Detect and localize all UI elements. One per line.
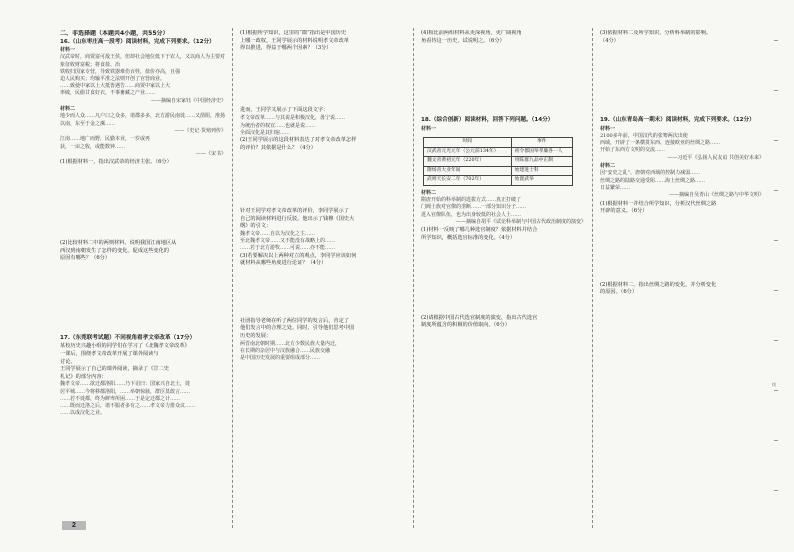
question-line: 的评价？其依据是什么？（4分） [240,144,316,151]
material-line: 汉武帝时，商贾富可敌王侯，但却社会地位低下于农人，又以商人为主要对象征收财富税；将食盐、冶 [60,54,226,68]
quote-line: 魏孝文帝……自以为汉化之主…… [240,230,316,237]
question-18-1 [421,227,586,242]
table-header: 时间 [424,137,512,147]
question-19-heading: 19.（山东青岛高一期末）阅读材料，完成下列要求。（12分） [600,117,755,124]
material-line: 获，一亩之收，或能数钟…… [60,143,126,150]
question-line: 得以推进，得益于哪两个因素？（3分） [240,45,332,52]
source-citation: ——《宋书》 [195,150,226,157]
intro-line: 讨论。 [60,358,76,365]
quote-line: 居平城……今将移都洛阳，……举朝惊骇，群臣莫敢言…… [60,388,191,395]
table-header-row [424,137,573,147]
question-17-3 [240,253,406,268]
table-cell: 隋炀帝大业年间 [424,166,512,176]
column-2 [240,30,406,522]
question-line: (2)比较材料二中的两则材料，说明我国江南地区从 [60,240,177,246]
rail-tick [774,90,778,91]
source-citation: ——《史记·货殖列传》 [174,127,226,134]
material-line: 开始了东西方文明的交流…… [600,147,666,154]
binding-rail [772,30,780,522]
question-18-3 [600,30,764,45]
question-line: (4)相比前两组材料从更深视角，更广阔视角 [421,30,522,36]
rail-tick [774,240,778,241]
material-line: 迫人民购买；均输平准之法则开创了官营商业。 [60,76,166,82]
li-intro [240,208,406,231]
rail-tick [774,340,778,341]
question-line: 制度所蕴含的积极的价值取向。（6分） [421,322,510,329]
table-row [424,147,573,157]
rail-tick [774,290,778,291]
li-quote [240,231,406,253]
table-cell: 用陈群九品中正制 [511,157,572,167]
question-17-1 [240,30,406,53]
material-line: 西域，开辟了一条横贯东西、连接欧亚的丝绸之路…… [600,140,721,147]
material-line: 丝绸之路的陆路交通受阻……海上丝绸之路…… [600,177,706,184]
source-citation: ——摘编自吴青山《丝绸之路与中华文明》 [668,192,764,198]
intro-line: 札记》的部分内容： [60,373,107,380]
answer-space[interactable] [600,216,764,282]
question-19-1 [600,201,764,216]
table-cell: 初令郡国举孝廉各一人 [511,147,572,157]
question-line: (3)若要解决以上两种对立的观点，李同学应该如何 [240,252,357,259]
source-citation: ——摘编自宋家钰《中国经济史》 [150,97,226,104]
quote-line: ……以成汉化之业。 [60,410,106,417]
q19-material-1 [600,126,764,155]
material-line: 江南……地广而野，民勤本业，一岁或再 [60,136,151,143]
intro-line: 王同学展示了自己的课外阅读，摘录了《廿二史 [60,366,169,373]
q17-intro [60,343,226,381]
answer-space[interactable] [600,45,764,117]
question-line: 角看待这一历史，试说明之。（6分） [421,37,505,44]
material-line: 门阀士族对官僚的垄断……一部分知识分子…… [421,204,527,211]
question-line: 的原因。（6分） [600,289,638,296]
rail-mark: 线 [772,382,776,387]
question-18-2 [421,315,586,330]
answer-space[interactable] [240,152,406,208]
intro-line: 纲》的引文： [240,223,272,230]
answer-space[interactable] [60,263,226,335]
material-line: ……致使中家以上大抵皆遇告……商贾中家以上大 [60,83,171,90]
question-17-4 [421,30,586,45]
intro-line: 他们发言中的合理之处。同时，引导他们思考中国 [240,325,355,332]
material-line: 2100多年前，中国汉代的张骞两次出使 [600,132,688,139]
intro-line: 一课后，围绕孝文帝改革开展了课外阅读与 [60,350,159,357]
source-citation: ——习近平《弘扬人民友谊 共创美好未来》 [667,154,764,161]
quote-line: 魏孝文帝……欲迁都洛阳……乃下诏曰：国家兴自北土，徙 [60,381,191,388]
question-line: (2)王同学展示的这段材料表达了对孝文帝改革怎样 [240,136,357,143]
quote-line: 两晋南北朝时期……北方少数民族大量内迁， [240,340,341,347]
question-line: 所学知识，概括选官标准的变化。（4分） [421,234,516,241]
column-3 [421,30,586,522]
quote-line: 至北魏孝文帝……又不能没有战略上的…… [240,238,336,245]
question-line: (2)根据材料二，指出丝绸之路的变化，并分析变化 [600,281,717,288]
quote-line: ……若不徙都，终为鲜卑所困……于是定迁都之计…… [60,395,181,402]
q16-material-2 [60,106,226,128]
quote-line: 全面汉化是其归宿…… [240,129,291,136]
question-19-2 [600,282,764,297]
quote-line: 孝文帝改革……与其说是积极汉化，毋宁说…… [240,115,346,122]
teacher-intro [240,318,406,341]
question-18-heading: 18.（综合创新）阅读材料，回答下列问题。（14分） [421,117,554,124]
q19-material-2 [600,163,764,192]
question-line: 西汉到南朝发生了怎样的变化。促成这些变化的 [60,247,169,254]
answer-space[interactable] [240,53,406,107]
quote-line: ……若于北方游牧……可说……亦不能…… [240,245,336,252]
table-cell: 汉武帝元光元年（公元前134年） [424,147,512,157]
material-line: 隋唐开始的科举制的选拔方式……真正打破了 [421,197,522,204]
material-line: 日益繁荣…… [600,184,631,191]
column-divider [232,28,233,528]
q16-material-1 [60,47,226,97]
question-line: (1)材料一反映了哪几种选官制度？依据材料并结合 [421,227,538,234]
rail-tick [774,40,778,41]
column-1 [60,30,226,522]
material-label: 材料二 [421,189,437,196]
material-label: 材料二 [600,163,616,170]
source-citation: ——摘编自胡平《试论科举制与中国古代政治制度的演变》 [455,218,586,225]
question-line: 原因有哪些？（6分） [60,255,110,262]
material-line: 地少而人众……凡户口之众多，诸郡多多，北方游民南徙……又凿阻，淮扬 [60,113,226,120]
table-cell: 武则天长安二年（702年） [424,176,512,186]
rail-tick [774,390,778,391]
section-title: 二、非选择题（本题共4小题，共55分） [60,30,169,37]
question-line: （4分） [600,37,619,44]
table-cell: 始置武举 [511,176,572,186]
material-line: 率破，民偷甘食好衣，不事畜藏之产业…… [60,90,156,97]
quote-line: 为统治者的权宜……也就是说…… [240,122,316,129]
column-4 [600,30,764,522]
intro-line: 历史的发展： [240,332,272,339]
hist-intro: 进而，王同学又展示了下面这段文字： [240,106,329,113]
teacher-quote [240,341,406,363]
intro-line: 某校历史兴趣小组的同学们在学习了《北魏孝文帝改革》 [60,343,190,350]
answer-space[interactable] [421,243,586,315]
table-row [424,157,573,167]
table-cell: 始建进士科 [511,166,572,176]
table-cell: 魏文帝黄初元年（220年） [424,157,512,167]
question-line: 开辟的意义。（6分） [600,208,648,215]
intro-line: 针对王同学对孝文帝改革的评价，李同学展示了 [240,208,349,215]
material-label: 材料二 [60,106,76,113]
question-line: (2)请根据中国古代选官制度的演变，指出古代选官 [421,314,538,321]
material-line: 铁收归国家专营，导致铁器难伤百姓，盐价亦高，且强 [60,68,181,75]
material-label: 材料一 [600,125,616,132]
question-line: (1)根据材料一并结合所学知识，分析汉代丝绸之路 [600,200,717,207]
rail-tick [774,190,778,191]
column-divider [413,28,414,528]
quote-line: ……既而迁洛之后，诸不服者多有之……孝文帝力排众议…… [60,402,196,409]
answer-space[interactable] [240,268,406,318]
table-row [424,176,573,186]
hist-quote [240,115,406,137]
question-16-2 [60,240,226,263]
intro-line: 自己的阅读材料进行反驳。他出示了钱穆《国史大 [240,215,355,222]
quote-line: 是中国历史发展的重要组成部分…… [240,354,321,361]
q16-material-2b [60,136,226,150]
question-line: (3)依据材料二及所学知识，分析科举制的影响。 [600,30,712,36]
material-line: 进入官僚队伍，也为出身较低的社会人士…… [421,211,522,218]
q17-quote [60,381,226,417]
material-label: 材料一 [60,47,76,54]
material-line: 以南，东至于金之濒…… [60,120,116,127]
question-line: 就材料从哪些角度进行论证？（4分） [240,260,327,267]
quote-line: 在长期的杂居中与汉族融合……民族交融 [240,347,331,354]
rail-tick [774,140,778,141]
table-header: 事件 [511,137,572,147]
page-number: 2 [62,521,86,530]
question-16-1: (1)根据材料一，指出汉武帝的经济主张。（6分） [60,159,172,166]
question-16-heading: 16.（山东枣庄高一段考）阅读材料，完成下列要求。（12分） [60,38,215,45]
question-line: 上哪一政权。王同学展示的材料说明孝文帝改革 [240,37,349,44]
selection-system-table [423,137,573,186]
column-divider [592,28,593,528]
material-label: 材料一 [421,125,437,132]
table-row [424,166,573,176]
rail-tick [774,490,778,491]
rail-tick [774,440,778,441]
answer-space[interactable] [421,45,586,117]
q18-material-2 [421,190,586,219]
intro-line: 社团指导老师在听了两位同学的发言后，肯定了 [240,317,349,324]
question-line: (1)根据所学知识，这里的“微”指出是中国历史 [240,30,347,36]
answer-space[interactable] [60,168,226,240]
question-17-2 [240,137,406,152]
question-17-heading: 17.（东莞联考试题）不同视角看孝文帝改革（17分） [60,334,196,341]
material-line: 因“安史之乱”，唐朝对西域的控制力减弱…… [600,170,701,177]
